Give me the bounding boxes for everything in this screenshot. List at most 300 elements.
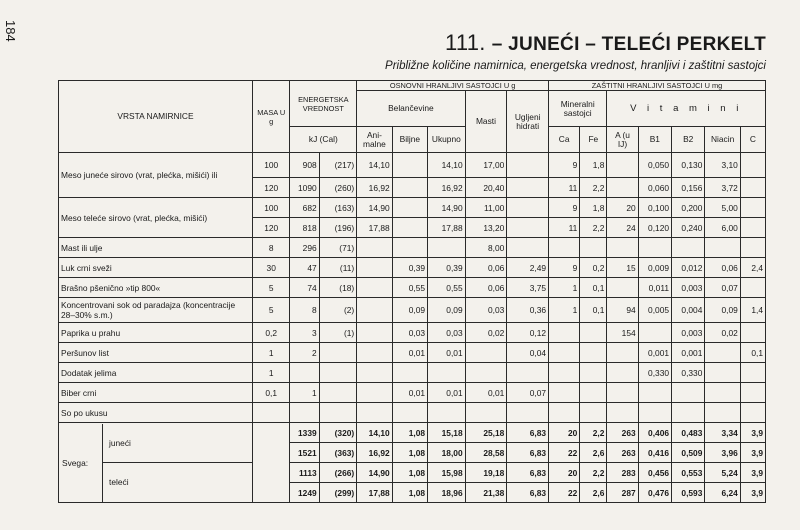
total-cell-ni: 5,24 bbox=[705, 463, 740, 483]
cell-vc bbox=[740, 178, 765, 198]
cell-b1: 0,330 bbox=[638, 363, 671, 383]
total-cell-a: 287 bbox=[607, 483, 638, 503]
cell-cal bbox=[319, 403, 357, 423]
cell-a bbox=[607, 278, 638, 298]
cell-ani: 16,92 bbox=[357, 178, 392, 198]
table-row bbox=[59, 258, 766, 278]
total-cell-b2: 0,593 bbox=[672, 483, 705, 503]
total-cell-bilj: 1,08 bbox=[392, 463, 427, 483]
header-vitamini: V i t a m i n i bbox=[607, 91, 766, 127]
row-name: Biber crni bbox=[59, 383, 253, 403]
cell-bilj: 0,55 bbox=[392, 278, 427, 298]
total-cell-bilj: 1,08 bbox=[392, 423, 427, 443]
total-cell-ugh: 6,83 bbox=[507, 463, 549, 483]
cell-cal: (217) bbox=[319, 153, 357, 178]
header-biljne: Biljne bbox=[392, 127, 427, 153]
totals-label-cell bbox=[59, 423, 253, 503]
cell-b2: 0,003 bbox=[672, 323, 705, 343]
cell-kj: 74 bbox=[290, 278, 319, 298]
table-row bbox=[59, 198, 766, 218]
cell-a bbox=[607, 238, 638, 258]
total-cell-a: 283 bbox=[607, 463, 638, 483]
cell-uk: 0,03 bbox=[428, 323, 466, 343]
total-cell-cal: (320) bbox=[319, 423, 357, 443]
total-cell-ca: 22 bbox=[549, 483, 580, 503]
cell-ca: 1 bbox=[549, 278, 580, 298]
cell-ani bbox=[357, 323, 392, 343]
cell-ca bbox=[549, 238, 580, 258]
cell-ca bbox=[549, 323, 580, 343]
cell-b2 bbox=[672, 383, 705, 403]
cell-cal: (2) bbox=[319, 298, 357, 323]
cell-b1: 0,009 bbox=[638, 258, 671, 278]
cell-kj: 1090 bbox=[290, 178, 319, 198]
cell-fe: 0,2 bbox=[580, 258, 607, 278]
table-row bbox=[59, 383, 766, 403]
cell-ca: 9 bbox=[549, 258, 580, 278]
cell-b2: 0,240 bbox=[672, 218, 705, 238]
cell-ni: 5,00 bbox=[705, 198, 740, 218]
cell-bilj bbox=[392, 403, 427, 423]
cell-vc: 2,4 bbox=[740, 258, 765, 278]
row-masa: 0,1 bbox=[252, 383, 290, 403]
header-vitamin-a: A (u IJ) bbox=[607, 127, 638, 153]
cell-uk bbox=[428, 363, 466, 383]
total-cell-vc: 3,9 bbox=[740, 463, 765, 483]
cell-ni: 6,00 bbox=[705, 218, 740, 238]
row-name: Dodatak jelima bbox=[59, 363, 253, 383]
cell-kj: 818 bbox=[290, 218, 319, 238]
total-cell-b1: 0,476 bbox=[638, 483, 671, 503]
cell-ugh: 2,49 bbox=[507, 258, 549, 278]
total-cell-a: 263 bbox=[607, 423, 638, 443]
total-cell-b1: 0,456 bbox=[638, 463, 671, 483]
row-name: Peršunov list bbox=[59, 343, 253, 363]
total-cell-bilj: 1,08 bbox=[392, 483, 427, 503]
total-cell-b1: 0,406 bbox=[638, 423, 671, 443]
header-ukupno: Ukupno bbox=[428, 127, 466, 153]
cell-ni: 3,72 bbox=[705, 178, 740, 198]
cell-kj: 908 bbox=[290, 153, 319, 178]
total-cell-ca: 20 bbox=[549, 423, 580, 443]
header-mineralni: Mineralni sastojci bbox=[549, 91, 607, 127]
cell-uk: 14,10 bbox=[428, 153, 466, 178]
cell-uk bbox=[428, 238, 466, 258]
cell-kj: 2 bbox=[290, 343, 319, 363]
total-cell-ca: 20 bbox=[549, 463, 580, 483]
total-cell-cal: (363) bbox=[319, 443, 357, 463]
total-cell-cal: (299) bbox=[319, 483, 357, 503]
cell-b1: 0,011 bbox=[638, 278, 671, 298]
cell-bilj: 0,01 bbox=[392, 343, 427, 363]
total-cell-masti: 19,18 bbox=[465, 463, 507, 483]
cell-bilj: 0,01 bbox=[392, 383, 427, 403]
cell-vc bbox=[740, 238, 765, 258]
cell-a bbox=[607, 403, 638, 423]
cell-ca: 9 bbox=[549, 153, 580, 178]
cell-ani bbox=[357, 403, 392, 423]
cell-b1 bbox=[638, 403, 671, 423]
total-cell-cal: (266) bbox=[319, 463, 357, 483]
table-body bbox=[59, 153, 766, 503]
recipe-number: 111. bbox=[444, 30, 486, 55]
cell-cal: (11) bbox=[319, 258, 357, 278]
cell-ani bbox=[357, 258, 392, 278]
row-masa: 5 bbox=[252, 278, 290, 298]
cell-fe bbox=[580, 343, 607, 363]
cell-b2 bbox=[672, 403, 705, 423]
cell-ani: 14,90 bbox=[357, 198, 392, 218]
cell-masti: 0,01 bbox=[465, 383, 507, 403]
cell-ni bbox=[705, 363, 740, 383]
cell-ni: 3,10 bbox=[705, 153, 740, 178]
total-cell-ani: 17,88 bbox=[357, 483, 392, 503]
cell-fe: 2,2 bbox=[580, 178, 607, 198]
cell-b1: 0,001 bbox=[638, 343, 671, 363]
cell-ugh bbox=[507, 403, 549, 423]
cell-masti: 11,00 bbox=[465, 198, 507, 218]
cell-bilj bbox=[392, 363, 427, 383]
cell-b1: 0,050 bbox=[638, 153, 671, 178]
cell-cal: (260) bbox=[319, 178, 357, 198]
total-cell-fe: 2,6 bbox=[580, 443, 607, 463]
table-row bbox=[59, 323, 766, 343]
cell-kj: 682 bbox=[290, 198, 319, 218]
page-subtitle: Približne količine namirnica, energetska vrednost, hranljivi i zaštitni sastojci bbox=[385, 60, 766, 72]
cell-masti: 0,02 bbox=[465, 323, 507, 343]
cell-ugh bbox=[507, 198, 549, 218]
total-cell-kj: 1339 bbox=[290, 423, 319, 443]
cell-cal: (18) bbox=[319, 278, 357, 298]
header-belancevine: Belančevine bbox=[357, 91, 465, 127]
total-cell-kj: 1249 bbox=[290, 483, 319, 503]
total-cell-ni: 3,96 bbox=[705, 443, 740, 463]
total-cell-ni: 3,34 bbox=[705, 423, 740, 443]
cell-a: 15 bbox=[607, 258, 638, 278]
cell-fe: 1,8 bbox=[580, 153, 607, 178]
table-row bbox=[59, 363, 766, 383]
cell-bilj bbox=[392, 238, 427, 258]
totals-label: Svega: bbox=[62, 457, 89, 468]
cell-vc bbox=[740, 278, 765, 298]
cell-kj: 8 bbox=[290, 298, 319, 323]
total-cell-masti: 28,58 bbox=[465, 443, 507, 463]
cell-bilj: 0,39 bbox=[392, 258, 427, 278]
row-masa bbox=[252, 403, 290, 423]
cell-fe bbox=[580, 363, 607, 383]
row-masa: 30 bbox=[252, 258, 290, 278]
cell-fe bbox=[580, 238, 607, 258]
cell-b2: 0,001 bbox=[672, 343, 705, 363]
cell-b2: 0,156 bbox=[672, 178, 705, 198]
header-energetska: ENERGETSKA VREDNOST bbox=[290, 81, 357, 127]
cell-ugh bbox=[507, 363, 549, 383]
cell-masti: 13,20 bbox=[465, 218, 507, 238]
table-row bbox=[59, 278, 766, 298]
cell-ca: 9 bbox=[549, 198, 580, 218]
total-cell-ani: 16,92 bbox=[357, 443, 392, 463]
row-masa: 1 bbox=[252, 343, 290, 363]
total-cell-masti: 25,18 bbox=[465, 423, 507, 443]
row-masa: 8 bbox=[252, 238, 290, 258]
total-cell-ugh: 6,83 bbox=[507, 483, 549, 503]
cell-cal: (1) bbox=[319, 323, 357, 343]
cell-vc bbox=[740, 198, 765, 218]
cell-vc bbox=[740, 403, 765, 423]
cell-bilj: 0,03 bbox=[392, 323, 427, 343]
total-row bbox=[59, 423, 766, 443]
header-masa: MASA U g bbox=[252, 81, 290, 153]
cell-ugh bbox=[507, 238, 549, 258]
cell-ca bbox=[549, 383, 580, 403]
cell-cal: (163) bbox=[319, 198, 357, 218]
cell-fe: 1,8 bbox=[580, 198, 607, 218]
total-cell-bilj: 1,08 bbox=[392, 443, 427, 463]
row-masa: 100 bbox=[252, 153, 290, 178]
cell-b1: 0,005 bbox=[638, 298, 671, 323]
cell-b1 bbox=[638, 383, 671, 403]
totals-telece-label: teleći bbox=[109, 477, 129, 488]
row-name: Paprika u prahu bbox=[59, 323, 253, 343]
header-animalne: Ani-malne bbox=[357, 127, 392, 153]
cell-b2: 0,004 bbox=[672, 298, 705, 323]
cell-fe bbox=[580, 403, 607, 423]
page-title bbox=[445, 30, 766, 56]
total-cell-a: 263 bbox=[607, 443, 638, 463]
cell-uk: 17,88 bbox=[428, 218, 466, 238]
total-cell-ugh: 6,83 bbox=[507, 443, 549, 463]
cell-fe bbox=[580, 323, 607, 343]
cell-b2: 0,330 bbox=[672, 363, 705, 383]
header-fe: Fe bbox=[580, 127, 607, 153]
cell-fe: 2,2 bbox=[580, 218, 607, 238]
total-cell-uk: 15,98 bbox=[428, 463, 466, 483]
cell-masti: 20,40 bbox=[465, 178, 507, 198]
cell-ni: 0,07 bbox=[705, 278, 740, 298]
cell-ni: 0,06 bbox=[705, 258, 740, 278]
cell-a bbox=[607, 153, 638, 178]
cell-ani bbox=[357, 238, 392, 258]
cell-ani: 14,10 bbox=[357, 153, 392, 178]
total-cell-uk: 18,00 bbox=[428, 443, 466, 463]
cell-ca bbox=[549, 363, 580, 383]
cell-ani bbox=[357, 298, 392, 323]
row-masa: 0,2 bbox=[252, 323, 290, 343]
total-cell-vc: 3,9 bbox=[740, 443, 765, 463]
cell-b1: 0,120 bbox=[638, 218, 671, 238]
total-cell-b2: 0,509 bbox=[672, 443, 705, 463]
cell-uk bbox=[428, 403, 466, 423]
cell-uk: 0,39 bbox=[428, 258, 466, 278]
total-cell-uk: 18,96 bbox=[428, 483, 466, 503]
header-ugljeni: Ugljeni hidrati bbox=[507, 91, 549, 153]
cell-bilj bbox=[392, 218, 427, 238]
cell-ni: 0,02 bbox=[705, 323, 740, 343]
header-ca: Ca bbox=[549, 127, 580, 153]
header-b2: B2 bbox=[672, 127, 705, 153]
total-cell-masti: 21,38 bbox=[465, 483, 507, 503]
cell-ca: 11 bbox=[549, 218, 580, 238]
cell-bilj bbox=[392, 198, 427, 218]
cell-masti: 0,06 bbox=[465, 258, 507, 278]
cell-b2 bbox=[672, 238, 705, 258]
total-cell-ugh: 6,83 bbox=[507, 423, 549, 443]
cell-kj: 47 bbox=[290, 258, 319, 278]
total-cell-b1: 0,416 bbox=[638, 443, 671, 463]
cell-vc bbox=[740, 323, 765, 343]
total-cell-ani: 14,10 bbox=[357, 423, 392, 443]
cell-uk: 16,92 bbox=[428, 178, 466, 198]
total-cell-kj: 1521 bbox=[290, 443, 319, 463]
table-row bbox=[59, 343, 766, 363]
cell-b1 bbox=[638, 323, 671, 343]
cell-b2: 0,003 bbox=[672, 278, 705, 298]
cell-ani bbox=[357, 343, 392, 363]
header-vrsta: VRSTA NAMIRNICE bbox=[59, 81, 253, 153]
cell-masti: 0,03 bbox=[465, 298, 507, 323]
row-name: Luk crni sveži bbox=[59, 258, 253, 278]
cell-ca bbox=[549, 343, 580, 363]
cell-cal: (196) bbox=[319, 218, 357, 238]
cell-a: 24 bbox=[607, 218, 638, 238]
row-masa: 100 bbox=[252, 198, 290, 218]
table-row bbox=[59, 298, 766, 323]
total-cell-b2: 0,553 bbox=[672, 463, 705, 483]
row-name: Mast ili ulje bbox=[59, 238, 253, 258]
cell-ani bbox=[357, 278, 392, 298]
cell-ugh: 0,04 bbox=[507, 343, 549, 363]
row-name: Meso juneće sirovo (vrat, plećka, mišići) ili bbox=[59, 153, 253, 198]
cell-b2: 0,130 bbox=[672, 153, 705, 178]
row-name: Koncentrovani sok od paradajza (koncentracije 28–30% s.m.) bbox=[59, 298, 253, 323]
cell-bilj bbox=[392, 178, 427, 198]
cell-ugh: 0,12 bbox=[507, 323, 549, 343]
cell-cal bbox=[319, 383, 357, 403]
table-row bbox=[59, 238, 766, 258]
row-masa: 5 bbox=[252, 298, 290, 323]
total-cell-vc: 3,9 bbox=[740, 483, 765, 503]
cell-kj: 296 bbox=[290, 238, 319, 258]
cell-ni bbox=[705, 343, 740, 363]
totals-junece-label: juneći bbox=[103, 424, 252, 464]
total-cell-uk: 15,18 bbox=[428, 423, 466, 443]
cell-a: 154 bbox=[607, 323, 638, 343]
cell-vc: 0,1 bbox=[740, 343, 765, 363]
cell-ugh bbox=[507, 218, 549, 238]
header-kj-cal: kJ (Cal) bbox=[290, 127, 357, 153]
cell-a: 20 bbox=[607, 198, 638, 218]
total-cell-vc: 3,9 bbox=[740, 423, 765, 443]
cell-bilj: 0,09 bbox=[392, 298, 427, 323]
total-cell-ani: 14,90 bbox=[357, 463, 392, 483]
page-number: 184 bbox=[3, 20, 18, 42]
nutrition-table bbox=[58, 80, 766, 503]
cell-ugh bbox=[507, 153, 549, 178]
cell-b1: 0,060 bbox=[638, 178, 671, 198]
cell-ugh: 3,75 bbox=[507, 278, 549, 298]
cell-fe: 0,1 bbox=[580, 298, 607, 323]
cell-uk: 0,01 bbox=[428, 343, 466, 363]
cell-kj bbox=[290, 363, 319, 383]
total-cell-ni: 6,24 bbox=[705, 483, 740, 503]
row-masa: 120 bbox=[252, 218, 290, 238]
cell-bilj bbox=[392, 153, 427, 178]
cell-ni: 0,09 bbox=[705, 298, 740, 323]
cell-b1: 0,100 bbox=[638, 198, 671, 218]
cell-b1 bbox=[638, 238, 671, 258]
cell-fe bbox=[580, 383, 607, 403]
row-name: So po ukusu bbox=[59, 403, 253, 423]
cell-ca: 11 bbox=[549, 178, 580, 198]
cell-ugh bbox=[507, 178, 549, 198]
total-cell-fe: 2,2 bbox=[580, 423, 607, 443]
total-cell-ca: 22 bbox=[549, 443, 580, 463]
row-masa: 120 bbox=[252, 178, 290, 198]
cell-uk: 0,55 bbox=[428, 278, 466, 298]
cell-cal bbox=[319, 343, 357, 363]
cell-ani: 17,88 bbox=[357, 218, 392, 238]
table-row bbox=[59, 403, 766, 423]
header-masti: Masti bbox=[465, 91, 507, 153]
cell-masti bbox=[465, 363, 507, 383]
cell-kj: 1 bbox=[290, 383, 319, 403]
cell-ni bbox=[705, 238, 740, 258]
cell-ca bbox=[549, 403, 580, 423]
cell-ugh: 0,07 bbox=[507, 383, 549, 403]
totals-masa-blank bbox=[252, 423, 290, 503]
total-cell-fe: 2,2 bbox=[580, 463, 607, 483]
cell-a bbox=[607, 363, 638, 383]
cell-fe: 0,1 bbox=[580, 278, 607, 298]
cell-uk: 14,90 bbox=[428, 198, 466, 218]
row-masa: 1 bbox=[252, 363, 290, 383]
cell-ani bbox=[357, 383, 392, 403]
cell-a bbox=[607, 343, 638, 363]
header-niacin: Niacin bbox=[705, 127, 740, 153]
cell-b2: 0,200 bbox=[672, 198, 705, 218]
recipe-title: – JUNEĆI – TELEĆI PERKELT bbox=[491, 34, 766, 55]
cell-masti: 0,06 bbox=[465, 278, 507, 298]
cell-vc bbox=[740, 383, 765, 403]
cell-masti bbox=[465, 403, 507, 423]
total-cell-kj: 1113 bbox=[290, 463, 319, 483]
header-b1: B1 bbox=[638, 127, 671, 153]
cell-kj: 3 bbox=[290, 323, 319, 343]
cell-cal: (71) bbox=[319, 238, 357, 258]
cell-masti: 8,00 bbox=[465, 238, 507, 258]
row-name: Meso teleće sirovo (vrat, plećka, mišići) bbox=[59, 198, 253, 238]
cell-vc bbox=[740, 363, 765, 383]
cell-ni bbox=[705, 383, 740, 403]
total-cell-fe: 2,6 bbox=[580, 483, 607, 503]
cell-a: 94 bbox=[607, 298, 638, 323]
cell-ni bbox=[705, 403, 740, 423]
cell-masti: 17,00 bbox=[465, 153, 507, 178]
cell-vc: 1,4 bbox=[740, 298, 765, 323]
header-osnovni: OSNOVNI HRANLJIVI SASTOJCI U g bbox=[357, 81, 549, 91]
cell-cal bbox=[319, 363, 357, 383]
cell-vc bbox=[740, 218, 765, 238]
cell-b2: 0,012 bbox=[672, 258, 705, 278]
cell-uk: 0,09 bbox=[428, 298, 466, 323]
cell-ugh: 0,36 bbox=[507, 298, 549, 323]
cell-a bbox=[607, 178, 638, 198]
cell-masti bbox=[465, 343, 507, 363]
cell-uk: 0,01 bbox=[428, 383, 466, 403]
table-row bbox=[59, 153, 766, 178]
cell-vc bbox=[740, 153, 765, 178]
header-vitamin-c: C bbox=[740, 127, 765, 153]
